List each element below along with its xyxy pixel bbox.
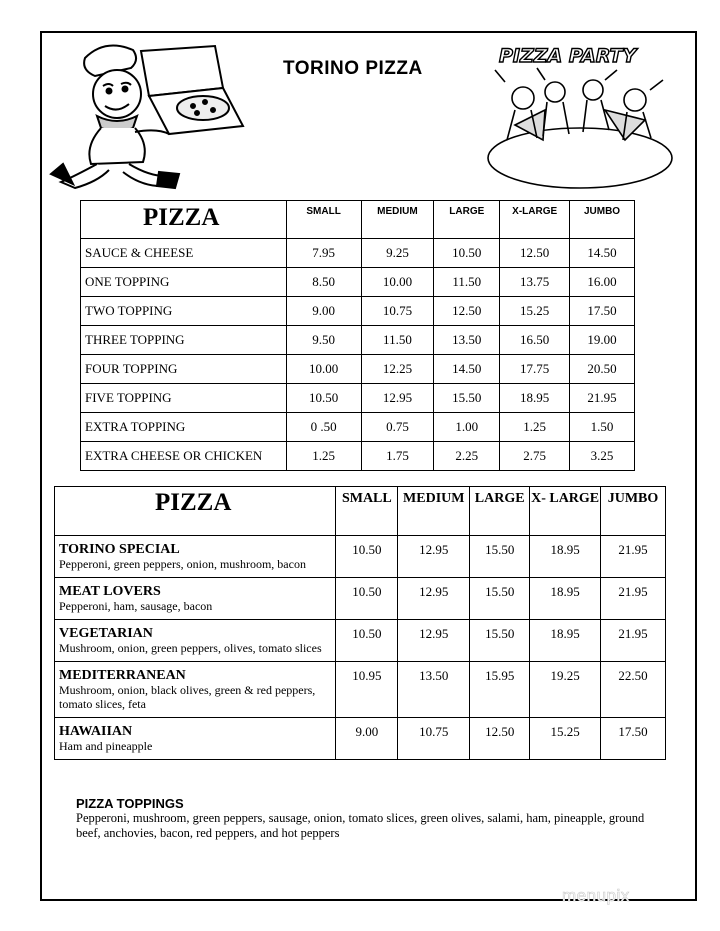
table-row xyxy=(55,718,666,760)
price-cell: 9.50 xyxy=(286,326,361,355)
price-cell: 15.25 xyxy=(530,718,601,760)
table-heading: PIZZA xyxy=(55,487,336,536)
table-heading: PIZZA xyxy=(81,201,287,239)
price-cell: 1.25 xyxy=(500,413,570,442)
size-header: JUMBO xyxy=(601,487,666,536)
price-cell: 11.50 xyxy=(361,326,434,355)
chef-with-pizza-illustration xyxy=(45,36,250,191)
item-name: EXTRA TOPPING xyxy=(81,413,287,442)
table-row xyxy=(81,355,635,384)
price-cell: 9.25 xyxy=(361,239,434,268)
price-cell: 12.50 xyxy=(434,297,500,326)
price-cell: 10.50 xyxy=(434,239,500,268)
pizza-party-illustration xyxy=(485,40,675,190)
price-cell: 9.00 xyxy=(336,718,398,760)
price-cell: 7.95 xyxy=(286,239,361,268)
price-cell: 17.50 xyxy=(570,297,635,326)
price-cell: 17.50 xyxy=(601,718,666,760)
price-cell: 13.50 xyxy=(434,326,500,355)
size-header: LARGE xyxy=(470,487,530,536)
specialty-item xyxy=(55,620,336,662)
price-cell: 15.50 xyxy=(470,536,530,578)
price-cell: 12.95 xyxy=(361,384,434,413)
price-cell: 14.50 xyxy=(434,355,500,384)
table-row xyxy=(81,384,635,413)
item-description: Mushroom, onion, green peppers, olives, tomato slices xyxy=(59,641,322,655)
price-cell: 9.00 xyxy=(286,297,361,326)
item-description: Pepperoni, green peppers, onion, mushroom, bacon xyxy=(59,557,306,571)
size-header: LARGE xyxy=(434,201,500,239)
size-header: X-LARGE xyxy=(500,201,570,239)
party-title: PIZZA PARTY xyxy=(499,45,637,67)
price-cell: 12.50 xyxy=(500,239,570,268)
price-cell: 12.50 xyxy=(470,718,530,760)
price-cell: 18.95 xyxy=(530,620,601,662)
price-cell: 15.50 xyxy=(470,620,530,662)
price-cell: 10.50 xyxy=(286,384,361,413)
table-row xyxy=(81,413,635,442)
pizza-price-table xyxy=(80,200,635,471)
table-row xyxy=(81,239,635,268)
price-cell: 2.25 xyxy=(434,442,500,471)
price-cell: 10.50 xyxy=(336,536,398,578)
toppings-list: Pepperoni, mushroom, green peppers, sausage, onion, tomato slices, green olives, salami, ham, pineapple, ground beef, anchovies, bacon, red peppers, and hot peppers xyxy=(76,811,645,840)
item-description: Ham and pineapple xyxy=(59,739,153,753)
price-cell: 10.50 xyxy=(336,620,398,662)
table-row xyxy=(55,578,666,620)
price-cell: 21.95 xyxy=(570,384,635,413)
size-header: X- LARGE xyxy=(530,487,601,536)
price-cell: 1.75 xyxy=(361,442,434,471)
price-cell: 0.75 xyxy=(361,413,434,442)
table-row xyxy=(55,620,666,662)
item-name: ONE TOPPING xyxy=(81,268,287,297)
item-name: MEDITERRANEAN xyxy=(59,668,186,683)
table-row xyxy=(55,536,666,578)
item-name: THREE TOPPING xyxy=(81,326,287,355)
price-cell: 20.50 xyxy=(570,355,635,384)
specialty-item xyxy=(55,578,336,620)
specialty-item xyxy=(55,536,336,578)
price-cell: 18.95 xyxy=(530,536,601,578)
price-cell: 18.95 xyxy=(500,384,570,413)
specialty-pizza-table xyxy=(54,486,666,760)
price-cell: 21.95 xyxy=(601,578,666,620)
size-header: SMALL xyxy=(286,201,361,239)
price-cell: 2.75 xyxy=(500,442,570,471)
size-header: MEDIUM xyxy=(398,487,470,536)
item-name: TORINO SPECIAL xyxy=(59,542,180,557)
item-name: HAWAIIAN xyxy=(59,724,133,739)
item-name: VEGETARIAN xyxy=(59,626,153,641)
table-row xyxy=(81,326,635,355)
size-header: MEDIUM xyxy=(361,201,434,239)
item-description: Mushroom, onion, black olives, green & red peppers, tomato slices, feta xyxy=(59,683,316,711)
price-cell: 10.00 xyxy=(361,268,434,297)
toppings-heading: PIZZA TOPPINGS xyxy=(76,796,184,811)
table-header-row xyxy=(81,201,635,239)
price-cell: 12.95 xyxy=(398,578,470,620)
item-name: TWO TOPPING xyxy=(81,297,287,326)
price-cell: 16.50 xyxy=(500,326,570,355)
price-cell: 13.75 xyxy=(500,268,570,297)
table-row xyxy=(81,442,635,471)
price-cell: 12.95 xyxy=(398,536,470,578)
price-cell: 3.25 xyxy=(570,442,635,471)
price-cell: 22.50 xyxy=(601,662,666,718)
price-cell: 10.50 xyxy=(336,578,398,620)
price-cell: 0 .50 xyxy=(286,413,361,442)
price-cell: 15.50 xyxy=(470,578,530,620)
price-cell: 12.25 xyxy=(361,355,434,384)
pizza-toppings-section xyxy=(76,796,661,841)
restaurant-title: TORINO PIZZA xyxy=(283,58,423,79)
item-name: MEAT LOVERS xyxy=(59,584,161,599)
item-description: Pepperoni, ham, sausage, bacon xyxy=(59,599,213,613)
price-cell: 19.25 xyxy=(530,662,601,718)
price-cell: 19.00 xyxy=(570,326,635,355)
item-name: FOUR TOPPING xyxy=(81,355,287,384)
price-cell: 10.95 xyxy=(336,662,398,718)
price-cell: 18.95 xyxy=(530,578,601,620)
price-cell: 10.75 xyxy=(361,297,434,326)
price-cell: 21.95 xyxy=(601,536,666,578)
price-cell: 14.50 xyxy=(570,239,635,268)
size-header: SMALL xyxy=(336,487,398,536)
item-name: FIVE TOPPING xyxy=(81,384,287,413)
price-cell: 15.25 xyxy=(500,297,570,326)
price-cell: 11.50 xyxy=(434,268,500,297)
table-row xyxy=(81,268,635,297)
price-cell: 1.50 xyxy=(570,413,635,442)
price-cell: 13.50 xyxy=(398,662,470,718)
price-cell: 1.25 xyxy=(286,442,361,471)
table-row xyxy=(81,297,635,326)
size-header: JUMBO xyxy=(570,201,635,239)
item-name: EXTRA CHEESE OR CHICKEN xyxy=(81,442,287,471)
price-cell: 16.00 xyxy=(570,268,635,297)
price-cell: 1.00 xyxy=(434,413,500,442)
table-header-row xyxy=(55,487,666,536)
specialty-item xyxy=(55,662,336,718)
price-cell: 17.75 xyxy=(500,355,570,384)
table-row xyxy=(55,662,666,718)
specialty-item xyxy=(55,718,336,760)
price-cell: 21.95 xyxy=(601,620,666,662)
price-cell: 15.95 xyxy=(470,662,530,718)
price-cell: 12.95 xyxy=(398,620,470,662)
item-name: SAUCE & CHEESE xyxy=(81,239,287,268)
price-cell: 10.75 xyxy=(398,718,470,760)
price-cell: 15.50 xyxy=(434,384,500,413)
price-cell: 8.50 xyxy=(286,268,361,297)
price-cell: 10.00 xyxy=(286,355,361,384)
watermark: menupix xyxy=(562,886,630,905)
